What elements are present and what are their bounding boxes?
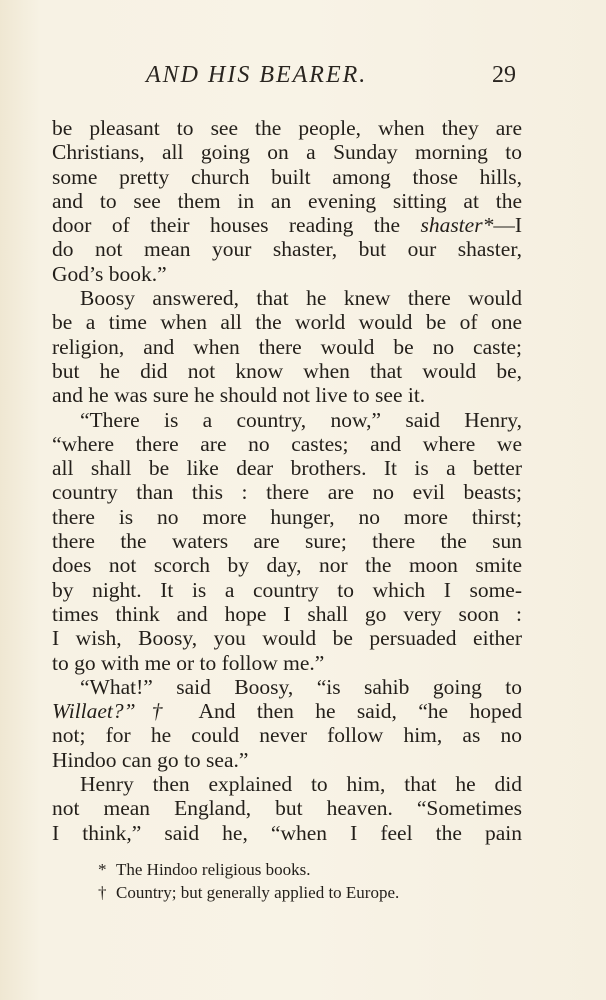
willaet-term: Willaet?”† (52, 699, 179, 724)
text-line: and to see them in an evening sitting at the (52, 188, 522, 213)
body-text (52, 116, 522, 845)
text-line: do not mean your shaster, but our shaster, (52, 237, 522, 262)
text-line: all shall be like dear brothers. It is a better (52, 456, 522, 481)
text-line: be a time when all the world would be of one (52, 310, 522, 335)
text-line: be pleasant to see the people, when they are (52, 116, 522, 140)
text-line (52, 213, 522, 237)
shaster-term: shaster* (420, 213, 494, 238)
text-line: by night. It is a country to which I some- (52, 577, 522, 602)
text-line: I wish, Boosy, you would be persuaded either (52, 626, 522, 651)
text-line: “There is a country, now,” said Henry, (80, 407, 522, 432)
footnote-mark: * (98, 860, 107, 879)
text-segment: —I (493, 213, 522, 238)
footnote (52, 881, 522, 904)
text-line: there the waters are sure; there the sun (52, 529, 522, 554)
text-line: there is no more hunger, no more thirst; (52, 504, 522, 529)
footnote-text: The Hindoo religious books. (116, 860, 311, 879)
text-line: I think,” said he, “when I feel the pain (52, 820, 522, 845)
footnote (52, 858, 522, 881)
text-line: some pretty church built among those hills, (52, 164, 522, 189)
footnote-text: Country; but generally applied to Europe. (116, 883, 400, 902)
text-line: not mean England, but heaven. “Sometimes (52, 796, 522, 821)
page-header (50, 60, 520, 94)
text-line: but he did not know when that would be, (52, 358, 522, 383)
page-number: 29 (492, 62, 516, 88)
text-line: “What!” said Boosy, “is sahib going to (80, 674, 522, 699)
footnote-mark: † (98, 883, 107, 902)
text-line: Boosy answered, that he knew there would (80, 286, 522, 311)
text-line: country than this : there are no evil beasts; (52, 480, 522, 505)
text-line: and he was sure he should not live to see it. (52, 383, 426, 408)
text-line: Christians, all going on a Sunday morning to (52, 140, 522, 165)
footnotes (52, 858, 522, 904)
text-line: Hindoo can go to sea.” (52, 747, 249, 772)
running-head: AND HIS BEARER. (146, 62, 368, 88)
text-line: Henry then explained to him, that he did (80, 772, 522, 797)
text-line: religion, and when there would be no caste; (52, 334, 522, 359)
text-line (52, 699, 522, 723)
text-line: to go with me or to follow me.” (52, 650, 325, 675)
text-segment: door of their houses reading the (52, 213, 421, 238)
text-line: does not scorch by day, nor the moon smite (52, 553, 522, 578)
text-line: “where there are no castes; and where we (52, 431, 522, 456)
text-segment: And then he said, “he hoped (178, 699, 522, 724)
text-line: God’s book.” (52, 261, 167, 286)
text-line: times think and hope I shall go very soon : (52, 601, 522, 626)
text-line: not; for he could never follow him, as no (52, 723, 522, 748)
